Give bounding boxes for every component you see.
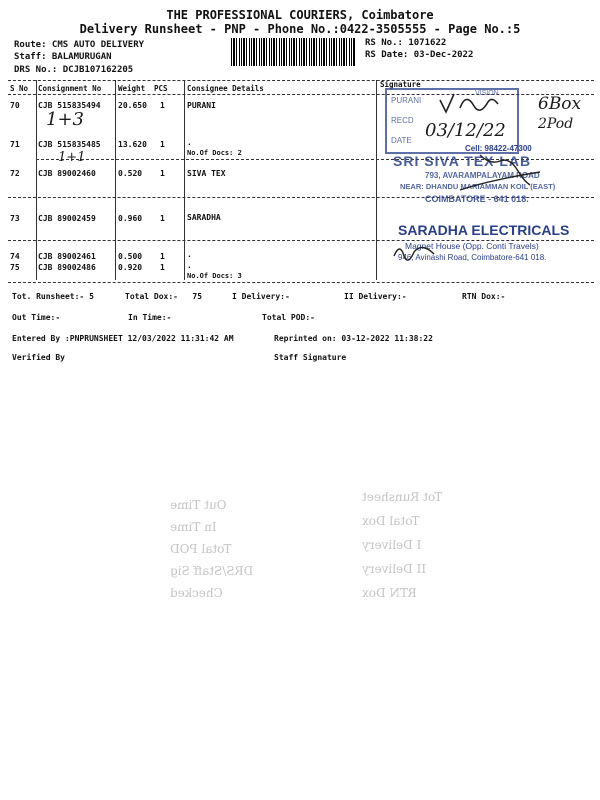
i-delivery: I Delivery:- <box>232 292 290 301</box>
row-73-pcs: 1 <box>160 214 165 223</box>
row-75-pcs: 1 <box>160 263 165 272</box>
saradha-stamp-addr: 946, Avinashi Road, Coimbatore-641 018. <box>398 253 547 262</box>
row-74-pcs: 1 <box>160 252 165 261</box>
ghost-text: Total Dox <box>362 514 420 528</box>
col-divider <box>36 80 37 280</box>
drs-number: DRS No.: DCJB107162205 <box>14 65 134 75</box>
row-75-cons: CJB 89002486 <box>38 263 96 272</box>
col-divider <box>376 80 377 280</box>
row-75-weight: 0.920 <box>118 263 143 272</box>
verified-by: Verified By <box>12 353 65 362</box>
handwritten-count: 1+3 <box>46 109 84 130</box>
handwritten-box-count: 6Box <box>538 94 582 114</box>
ii-delivery: II Delivery:- <box>344 292 407 301</box>
header-consignment: Consignment No <box>38 84 102 93</box>
total-runsheet: Tot. Runsheet:- 5 <box>12 292 94 301</box>
stamp-text: DATE <box>391 136 412 145</box>
staff-signature: Staff Signature <box>274 353 347 362</box>
ghost-text: Tot Runsheet <box>362 490 443 504</box>
row-74-consignee: . <box>187 250 192 259</box>
siva-stamp-addr: COIMBATORE - 641 018. <box>425 194 529 204</box>
siva-stamp-addr: NEAR: DHANDU MARIAMMAN KOIL (EAST) <box>400 182 556 191</box>
company-title: THE PROFESSIONAL COURIERS, Coimbatore <box>166 8 434 22</box>
row-72-weight: 0.520 <box>118 169 143 178</box>
row-71-sno: 71 <box>10 140 20 149</box>
row-71-docs: No.Of Docs: 2 <box>187 149 242 157</box>
rs-number: RS No.: 1071622 <box>365 38 447 48</box>
row-72-consignee: SIVA TEX <box>187 169 226 178</box>
signature-scribble <box>420 86 520 126</box>
saradha-stamp-addr: Magnet House (Opp. Conti Travels) <box>405 241 539 251</box>
header-consignee: Consignee Details <box>187 84 264 93</box>
reprinted-on: Reprinted on: 03-12-2022 11:38:22 <box>274 334 433 343</box>
ghost-text: RTN Dox <box>362 586 417 600</box>
row-72-cons: CJB 89002460 <box>38 169 96 178</box>
table-bottom-rule <box>8 282 594 283</box>
row-71-cons: CJB 515835485 <box>38 140 101 149</box>
col-divider <box>115 80 116 280</box>
ghost-text: In Time <box>170 520 217 534</box>
ghost-text: Checked <box>170 586 223 600</box>
runsheet-subtitle: Delivery Runsheet - PNP - Phone No.:0422-3505555 - Page No.:5 <box>79 22 521 36</box>
row-70-sno: 70 <box>10 101 20 110</box>
handwritten-pod-count: 2Pod <box>538 116 574 132</box>
handwritten-count: 1+1 <box>58 150 86 165</box>
bleed-through-left <box>160 498 280 608</box>
row-74-cons: CJB 89002461 <box>38 252 96 261</box>
barcode <box>231 38 356 66</box>
ghost-text: I Delivery <box>362 538 422 552</box>
row-75-consignee: . <box>187 261 192 270</box>
row-72-sno: 72 <box>10 169 20 178</box>
row-71-consignee: . <box>187 138 192 147</box>
row-75-docs: No.Of Docs: 3 <box>187 272 242 280</box>
row-70-pcs: 1 <box>160 101 165 110</box>
siva-stamp-addr: 793, AVARAMPALAYAM ROAD <box>425 171 540 180</box>
header-pcs: PCS <box>154 84 168 93</box>
bleed-through-right <box>352 490 482 605</box>
ghost-text: Total POD <box>170 542 232 556</box>
row-73-weight: 0.960 <box>118 214 143 223</box>
row-70-weight: 20.650 <box>118 101 147 110</box>
out-time: Out Time:- <box>12 313 61 322</box>
handwritten-date: 03/12/22 <box>425 120 506 141</box>
saradha-stamp-name: SARADHA ELECTRICALS <box>398 222 570 238</box>
col-divider <box>184 80 185 280</box>
signature-scribble <box>390 236 450 266</box>
stamp-text: VISION <box>475 90 499 97</box>
ghost-text: II Delivery <box>362 562 427 576</box>
stamp-text: RECD <box>391 116 414 125</box>
total-dox: Total Dox:- 75 <box>125 292 203 301</box>
ghost-text: DRS/Staff Sig <box>170 564 254 578</box>
row-72-pcs: 1 <box>160 169 165 178</box>
entered-by: Entered By :PNPRUNSHEET 12/03/2022 11:31:42 AM <box>12 334 234 343</box>
table-top-rule <box>8 80 594 81</box>
row-73-sno: 73 <box>10 214 20 223</box>
row-74-weight: 0.500 <box>118 252 143 261</box>
rs-date: RS Date: 03-Dec-2022 <box>365 50 474 60</box>
signature-scribble <box>450 150 570 200</box>
header-sno: S No <box>10 84 29 93</box>
staff-label: Staff: BALAMURUGAN <box>14 52 112 62</box>
ghost-text: Out Time <box>170 498 227 512</box>
row-74-sno: 74 <box>10 252 20 261</box>
total-pod: Total POD:- <box>262 313 315 322</box>
row-70-consignee: PURANI <box>187 101 216 110</box>
row-70-cons: CJB 515835494 <box>38 101 101 110</box>
row-75-sno: 75 <box>10 263 20 272</box>
stamp-text: PURANI <box>391 96 422 105</box>
row-71-weight: 13.620 <box>118 140 147 149</box>
purani-cell: Cell: 98422-47300 <box>465 144 532 153</box>
siva-stamp-name: SRI SIVA TEX LAB <box>393 153 532 169</box>
route-label: Route: CMS AUTO DELIVERY <box>14 40 145 50</box>
rtn-dox: RTN Dox:- <box>462 292 506 301</box>
row-71-pcs: 1 <box>160 140 165 149</box>
row-73-consignee: SARADHA <box>187 213 221 222</box>
in-time: In Time:- <box>128 313 172 322</box>
row-73-cons: CJB 89002459 <box>38 214 96 223</box>
header-weight: Weight <box>118 84 146 93</box>
header-signature: Signature <box>380 80 421 89</box>
